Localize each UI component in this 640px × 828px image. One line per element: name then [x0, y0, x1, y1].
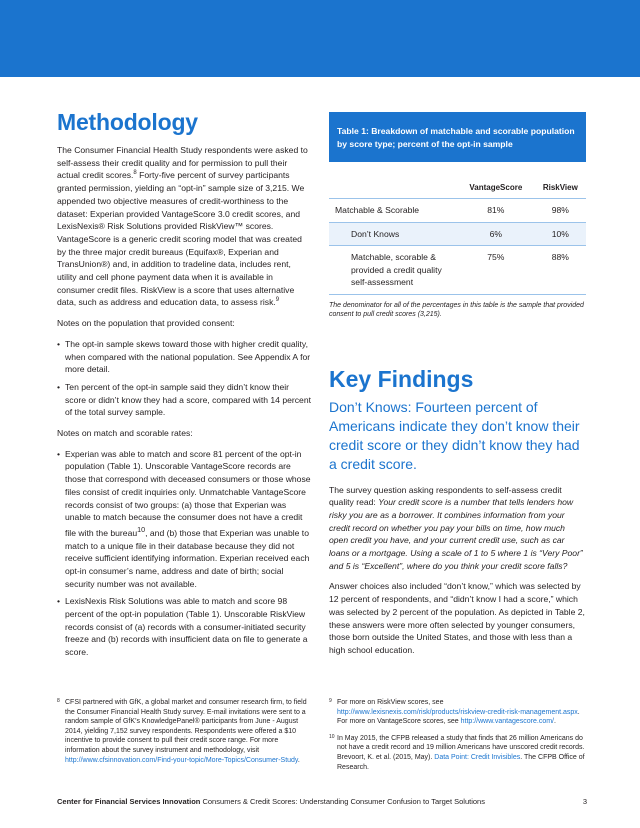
- cell-value: 81%: [457, 199, 535, 223]
- key-findings-heading: Key Findings: [329, 365, 474, 392]
- methodology-column: [57, 108, 312, 667]
- page-footer: [57, 797, 587, 807]
- survey-question-quote: Your credit score is a number that tells lenders how risky you are as a borrower. It combines information from your credit record on whether you pay your bills on time, how much open credit you have, and your current credit use, such as car loans or a mortgage. Using a scale of 1 to 5 where 1 is “Very Poor” and 5 is “Excellent”, where do you think your credit score falls?: [329, 497, 583, 571]
- footnote-ref-9[interactable]: 9: [275, 297, 280, 304]
- population-notes-list: [57, 338, 312, 419]
- footer-title: Consumers & Credit Scores: Understanding Consumer Confusion to Target Solutions: [202, 797, 485, 806]
- footnotes-left: [57, 698, 312, 772]
- footer-org: Center for Financial Services Innovation: [57, 797, 201, 806]
- footnote-9: 9 For more on RiskView scores, see http://www.lexisnexis.com/risk/products/riskview-credit-risk-management.aspx. For more on VantageScore scores, see http://www.vantagescore.com/.: [329, 698, 580, 726]
- right-column: [329, 112, 586, 665]
- cell-value: 98%: [535, 199, 586, 223]
- table-header-row: [329, 162, 586, 199]
- list-item: • Experian was able to match and score 81 percent of the opt-in population (Table 1). Unscorable VantageScore records are those that correspond with deceased consumers or those whose files consist of credit inquiries only. Unmatchable VantageScore records consist of two groups: (a) those that Experian was unable to match because the consumer does not have a credit file with the bureau$^{10}$, and (b) those that Experian was unable to match to a unique file in their database because they did not receive sufficient identifying information. Experian received each opt-in consumer’s name, address and date of birth; social security number was not available.: [57, 448, 312, 591]
- row-label: Matchable, scorable & provided a credit quality self-assessment: [329, 246, 457, 295]
- row-label: Matchable & Scorable: [329, 199, 457, 223]
- cell-value: 10%: [535, 222, 586, 246]
- column-header-riskview: RiskView: [542, 183, 578, 192]
- table-caption: Table 1: Breakdown of matchable and scorable population by score type; percent of the opt-in sample: [329, 114, 586, 162]
- key-findings-paragraph-2: Answer choices also included “don’t know,” which was selected by 12 percent of respondents, and “didn’t know I had a score,” which was selected by 2 percent of the population. As depicted in Table 2, these answers were more often selected by younger consumers, those born outside the United States, and those with less than a high school education.: [329, 581, 585, 655]
- methodology-heading: Methodology: [57, 109, 198, 135]
- table-body: [329, 162, 586, 295]
- population-notes-heading: Notes on the population that provided consent:: [57, 318, 235, 329]
- footnote-ref-10[interactable]: 10: [137, 525, 146, 534]
- table-row: [329, 246, 586, 295]
- match-notes-list: [57, 448, 312, 659]
- footnote-link[interactable]: Data Point: Credit Invisibles: [434, 753, 521, 761]
- key-findings-paragraph: The survey question asking respondents to self-assess credit quality read: Your credit score is a number that tells lenders how risky you are as a borrower. It combines information from your credit record on whether you pay your bills on time, how much open credit you have, and your current credit use, such as car loans or a mortgage. Using a scale of 1 to 5 where 1 is “Very Poor” and 5 is “Excellent”, where do you think your credit score falls?: [329, 484, 583, 571]
- cell-value: 88%: [535, 246, 586, 295]
- methodology-paragraph: The Consumer Financial Health Study respondents were asked to self-assess their credit quality and for permission to pull their actual credit scores.$^8$ Forty-five percent of survey participants granted permission, yielding an “opt-in” sample size of 3,215. We appended two objective measures of credit-worthiness to the dataset: Experian provided VantageScore 3.0 credit scores, and LexisNexis® Risk Solutions provided RiskView™ scores. VantageScore is a generic credit scoring model that was created by the three major credit bureaus (Equifax®, Experian and TransUnion®) and, in addition to tradeline data, includes rent, utility and cell phone payment data when it is available in consumer credit files. RiskView is a score that uses alternative data, such as address and education data, to assess risk.$^9$: [57, 145, 308, 308]
- header-banner: [0, 0, 640, 77]
- list-item: • The opt-in sample skews toward those with higher credit quality, when compared with the national population. See Appendix A for more detail.: [57, 338, 312, 376]
- list-item: • LexisNexis Risk Solutions was able to match and score 98 percent of the opt-in population (Table 1). Unscorable RiskView records consist of (a) records with a consumer-initiated security freeze and (b) records with insufficient data on file to generate a score.: [57, 595, 312, 659]
- table-note: The denominator for all of the percentages in this table is the sample that provided consent to pull credit scores (3,215).: [329, 301, 584, 318]
- footnote-link[interactable]: http://www.lexisnexis.com/risk/products/riskview-credit-risk-management.aspx: [337, 708, 578, 716]
- footnotes-right: [329, 698, 586, 779]
- footnote-8: 8 CFSI partnered with GfK, a global market and consumer research firm, to field the Consumer Financial Health Study survey. E-mail invitations were sent to a random sample of GfK’s KnowledgePanel® participants from June - August 2014, yielding 7,152 survey respondents. Respondents were offered a $10 incentive to provide consent to pull their credit score range. For more information about the survey instrument and methodology, visit http://www.cfsinnovation.com/Find-your-topic/More-Topics/Consumer-Study.: [57, 698, 307, 764]
- cell-value: 6%: [457, 222, 535, 246]
- footnote-ref-8[interactable]: 8: [133, 170, 137, 177]
- footnote-link[interactable]: http://www.cfsinnovation.com/Find-your-topic/More-Topics/Consumer-Study: [65, 756, 298, 764]
- list-item: • Ten percent of the opt-in sample said they didn’t know their score or didn’t know they had a score, compared with 14 percent of the total survey sample.: [57, 381, 312, 419]
- table-1: [329, 112, 586, 295]
- table-row: [329, 199, 586, 223]
- column-header-vantagescore: VantageScore: [469, 183, 523, 192]
- footnote-10: 10 In May 2015, the CFPB released a study that finds that 26 million Americans do not have a credit record and 19 million Americans have unscored credit records. Brevoort, K. et al. (2015, May). Data Point: Credit Invisibles. The CFPB Office of Research.: [329, 733, 585, 771]
- table-row: [329, 222, 586, 246]
- row-label: Don’t Knows: [329, 222, 457, 246]
- match-notes-heading: Notes on match and scorable rates:: [57, 428, 193, 439]
- key-findings-subheading: Don’t Knows: Fourteen percent of Americans indicate they don’t know their credit score or they didn’t know they had a credit score.: [329, 398, 580, 472]
- footnote-link[interactable]: http://www.vantagescore.com/: [460, 718, 554, 726]
- cell-value: 75%: [457, 246, 535, 295]
- page-number: 3: [582, 797, 587, 806]
